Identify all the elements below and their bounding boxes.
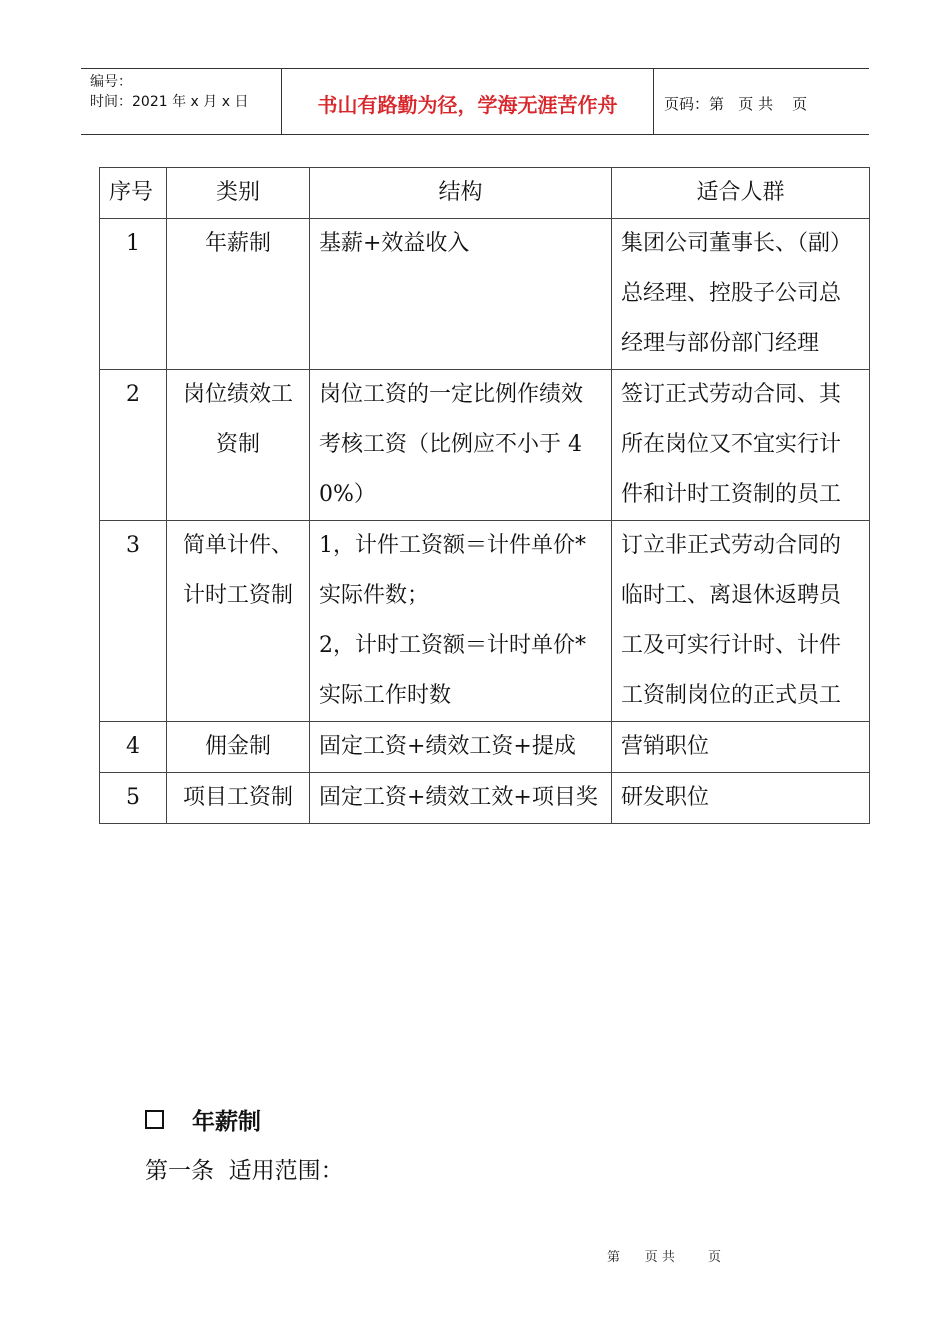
section-title: 年薪制 [192, 1109, 261, 1135]
article-text: 第一条 适用范围： [145, 1158, 344, 1184]
structure-line: 岗位工资的一定比例作绩效考核工资（比例应不小于 40%） [319, 382, 584, 507]
header-cell-category: 类别 [167, 168, 310, 219]
row-category: 岗位绩效工资制 [167, 370, 310, 521]
row-number: 4 [100, 722, 167, 773]
page-footer: 第 页 共 页 [607, 1250, 721, 1265]
structure-line: 固定工资+绩效工资+提成 [319, 734, 576, 759]
structure-line: 基薪+效益收入 [319, 231, 470, 256]
row-number: 3 [100, 521, 167, 722]
table-row [100, 219, 870, 370]
header-motto: 书山有路勤为径，学海无涯苦作舟 [282, 69, 654, 134]
section-heading [145, 1103, 261, 1136]
checkbox-square-icon [145, 1110, 164, 1129]
header-cell-no: 序号 [100, 168, 167, 219]
row-audience: 签订正式劳动合同、其所在岗位又不宜实行计件和计时工资制的员工 [612, 370, 870, 521]
structure-line: 固定工资+绩效工效+项目奖 [319, 785, 598, 810]
header-cell-audience: 适合人群 [612, 168, 870, 219]
row-category: 佣金制 [167, 722, 310, 773]
row-number: 5 [100, 773, 167, 824]
salary-system-table [99, 167, 870, 824]
header-page-label: 页码：第 页 共 页 [664, 95, 808, 113]
row-audience: 营销职位 [612, 722, 870, 773]
table-row [100, 370, 870, 521]
structure-line: 1，计件工资额＝计件单价*实际件数； [319, 533, 586, 608]
document-number-label: 编号： [90, 74, 132, 90]
row-number: 1 [100, 219, 167, 370]
table-row [100, 773, 870, 824]
row-category: 项目工资制 [167, 773, 310, 824]
row-structure [310, 722, 612, 773]
row-category: 年薪制 [167, 219, 310, 370]
row-structure [310, 521, 612, 722]
row-structure [310, 370, 612, 521]
row-number: 2 [100, 370, 167, 521]
table-row [100, 521, 870, 722]
document-time-label: 时间：2021 年 x 月 x 日 [90, 94, 249, 110]
structure-line: 2，计时工资额＝计时单价*实际工作时数 [319, 633, 586, 708]
row-audience: 研发职位 [612, 773, 870, 824]
row-category: 简单计件、计时工资制 [167, 521, 310, 722]
row-structure [310, 773, 612, 824]
row-structure [310, 219, 612, 370]
page-header [81, 68, 869, 135]
row-audience: 集团公司董事长、（副）总经理、控股子公司总经理与部份部门经理 [612, 219, 870, 370]
table-header-row [100, 168, 870, 219]
row-audience: 订立非正式劳动合同的临时工、离退休返聘员工及可实行计时、计件工资制岗位的正式员工 [612, 521, 870, 722]
header-meta [81, 69, 282, 134]
header-cell-structure: 结构 [310, 168, 612, 219]
table-row [100, 722, 870, 773]
